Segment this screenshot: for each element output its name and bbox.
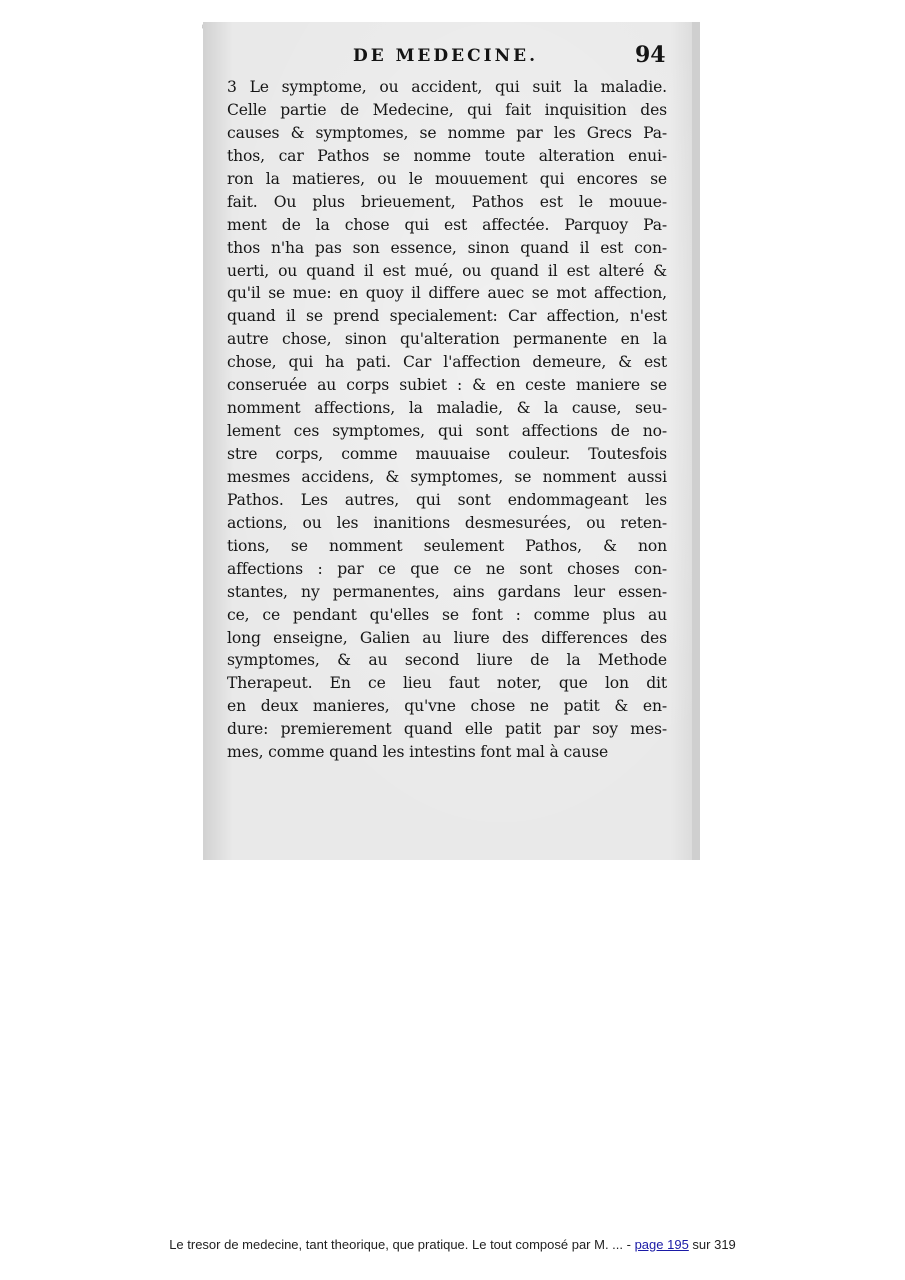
text-line: stre corps, comme mauuaise couleur. Toutesfois <box>227 445 667 463</box>
text-line: quand il se prend specialement: Car affection, n'est <box>227 307 667 326</box>
page-edge <box>692 22 700 860</box>
text-line: symptomes, & au second liure de la Methode <box>227 651 667 670</box>
text-line: mesmes accidens, & symptomes, se nomment aussi <box>227 467 667 486</box>
text-line: thos n'ha pas son essence, sinon quand il est con- <box>227 238 667 257</box>
text-line: chose, qui ha pati. Car l'affection demeure, & est <box>227 353 667 372</box>
text-line: Pathos. Les autres, qui sont endommageant les <box>227 490 667 509</box>
text-line: en deux manieres, qu'vne chose ne patit & en- <box>227 697 667 716</box>
scanned-page <box>203 22 700 860</box>
text-line: mes, comme quand les intestins font mal à cause <box>227 743 609 762</box>
page-header <box>203 42 683 72</box>
text-line: conseruée au corps subiet : & en ceste maniere se <box>227 376 667 395</box>
text-line: lement ces symptomes, qui sont affections de no- <box>227 422 667 441</box>
running-head: DE MEDECINE. <box>353 46 538 66</box>
text-line: actions, ou les inanitions desmesurées, ou reten- <box>227 513 667 532</box>
text-line: stantes, ny permanentes, ains gardans leur essen- <box>227 582 667 601</box>
text-line: ce, ce pendant qu'elles se font : comme plus au <box>227 605 667 624</box>
text-line: Therapeut. En ce lieu faut noter, que lon dit <box>227 674 667 693</box>
text-line: ment de la chose qui est affectée. Parquoy Pa- <box>227 215 667 234</box>
page-link[interactable]: page 195 <box>634 1237 689 1252</box>
page-number: 94 <box>635 42 666 68</box>
text-line: uerti, ou quand il est mué, ou quand il est alteré & <box>227 261 667 280</box>
text-line: qu'il se mue: en quoy il differe auec se mot affection, <box>227 284 667 303</box>
text-line: dure: premierement quand elle patit par soy mes- <box>227 720 667 739</box>
footer-total: sur 319 <box>688 1237 736 1252</box>
footer <box>0 1237 905 1252</box>
text-line: Celle partie de Medecine, qui fait inquisition des <box>227 100 667 119</box>
page-text <box>227 76 667 764</box>
footer-title: Le tresor de medecine, tant theorique, que pratique. Le tout composé par M. ... - <box>169 1237 635 1252</box>
text-line: causes & symptomes, se nomme par les Grecs Pa- <box>227 123 667 142</box>
text-line: 3 Le symptome, ou accident, qui suit la maladie. <box>227 78 667 96</box>
text-line: autre chose, sinon qu'alteration permanente en la <box>227 330 667 349</box>
text-line: thos, car Pathos se nomme toute alteration enui- <box>227 146 667 165</box>
text-line: ron la matieres, ou le mouuement qui encores se <box>227 169 667 188</box>
text-line: long enseigne, Galien au liure des differences des <box>227 628 667 647</box>
text-line: nomment affections, la maladie, & la cause, seu- <box>227 399 667 418</box>
text-line: affections : par ce que ce ne sont choses con- <box>227 559 667 578</box>
text-line: fait. Ou plus brieuement, Pathos est le mouue- <box>227 192 667 211</box>
text-line: tions, se nomment seulement Pathos, & non <box>227 536 667 555</box>
